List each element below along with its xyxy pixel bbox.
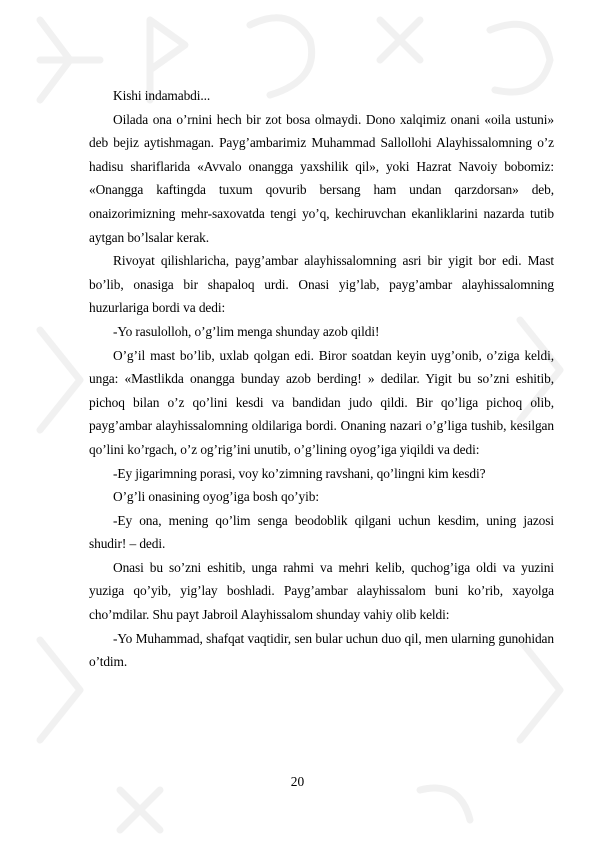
paragraph: -Ey jigarimning porasi, voy ko’zimning ravshani, qo’lingni kim kesdi? (113, 465, 486, 481)
paragraph: -Ey ona, mening qo’lim senga beodoblik qilgani uchun kesdim, uning jazosi shudir! – dedi. (89, 512, 554, 552)
paragraph: -Yo Muhammad, shafqat vaqtidir, sen bular uchun duo qil, men ularning gunohidan o’tdim. (89, 630, 554, 670)
paragraph: O’g’il mast bo’lib, uxlab qolgan edi. Biror soatdan keyin uyg’onib, o’ziga keldi, unga: «Mastlikda onangga bunday azob berding! » dedilar. Yigit bu so’zni eshitib, pichoq bilan o’z qo’lini kesdi va bandidan judo qildi. Bir qo’liga pichoq olib, payg’ambar alayhissalomning oldilariga bordi. Onaning nazari o’g’liga tushib, kesilgan qo’lini ko’rgach, o’z og’rig’ini unutib, o’g’lining oyog’iga yiqildi va dedi: (89, 347, 554, 457)
paragraph: Oilada ona o’rnini hech bir zot bosa olmaydi. Dono xalqimiz onani «oila ustuni» deb bejiz aytishmagan. Payg’ambarimiz Muhammad Sallollohi Alayhissalomning o’z hadisu shariflarida «Avvalo onangga yaxshilik qil», yoki Hazrat Navoiy bobomiz: «Onangga kaftingda tuxum qovurib bersang ham undan qarzdorsan» deb, onaizorimizning mehr-saxovatda tengi yo’q, kechiruvchan ekanliklarini nazarda tutib aytgan bo’lsalar kerak. (89, 111, 554, 245)
page-number: 20 (290, 774, 305, 789)
paragraph: O’g’li onasining oyog’iga bosh qo’yib: (113, 489, 319, 505)
document-body (89, 84, 554, 674)
paragraph: Onasi bu so’zni eshitib, unga rahmi va mehri kelib, quchog’iga oldi va yuzini yuziga qo’yib, yig’lay boshladi. Payg’ambar alayhissalom buni ko’rib, xayolga cho’mdilar. Shu payt Jabroil Alayhissalom shunday vahiy olib keldi: (89, 559, 554, 623)
paragraph: -Yo rasulolloh, o’g’lim menga shunday azob qildi! (113, 323, 380, 339)
paragraph: Kishi indamabdi... (113, 88, 211, 103)
paragraph: Rivoyat qilishlaricha, payg’ambar alayhissalomning asri bir yigit bor edi. Mast bo’lib, onasiga bir shapaloq urdi. Onasi yig’lab, payg’ambar alayhissalomning huzurlariga bordi va dedi: (89, 253, 554, 316)
